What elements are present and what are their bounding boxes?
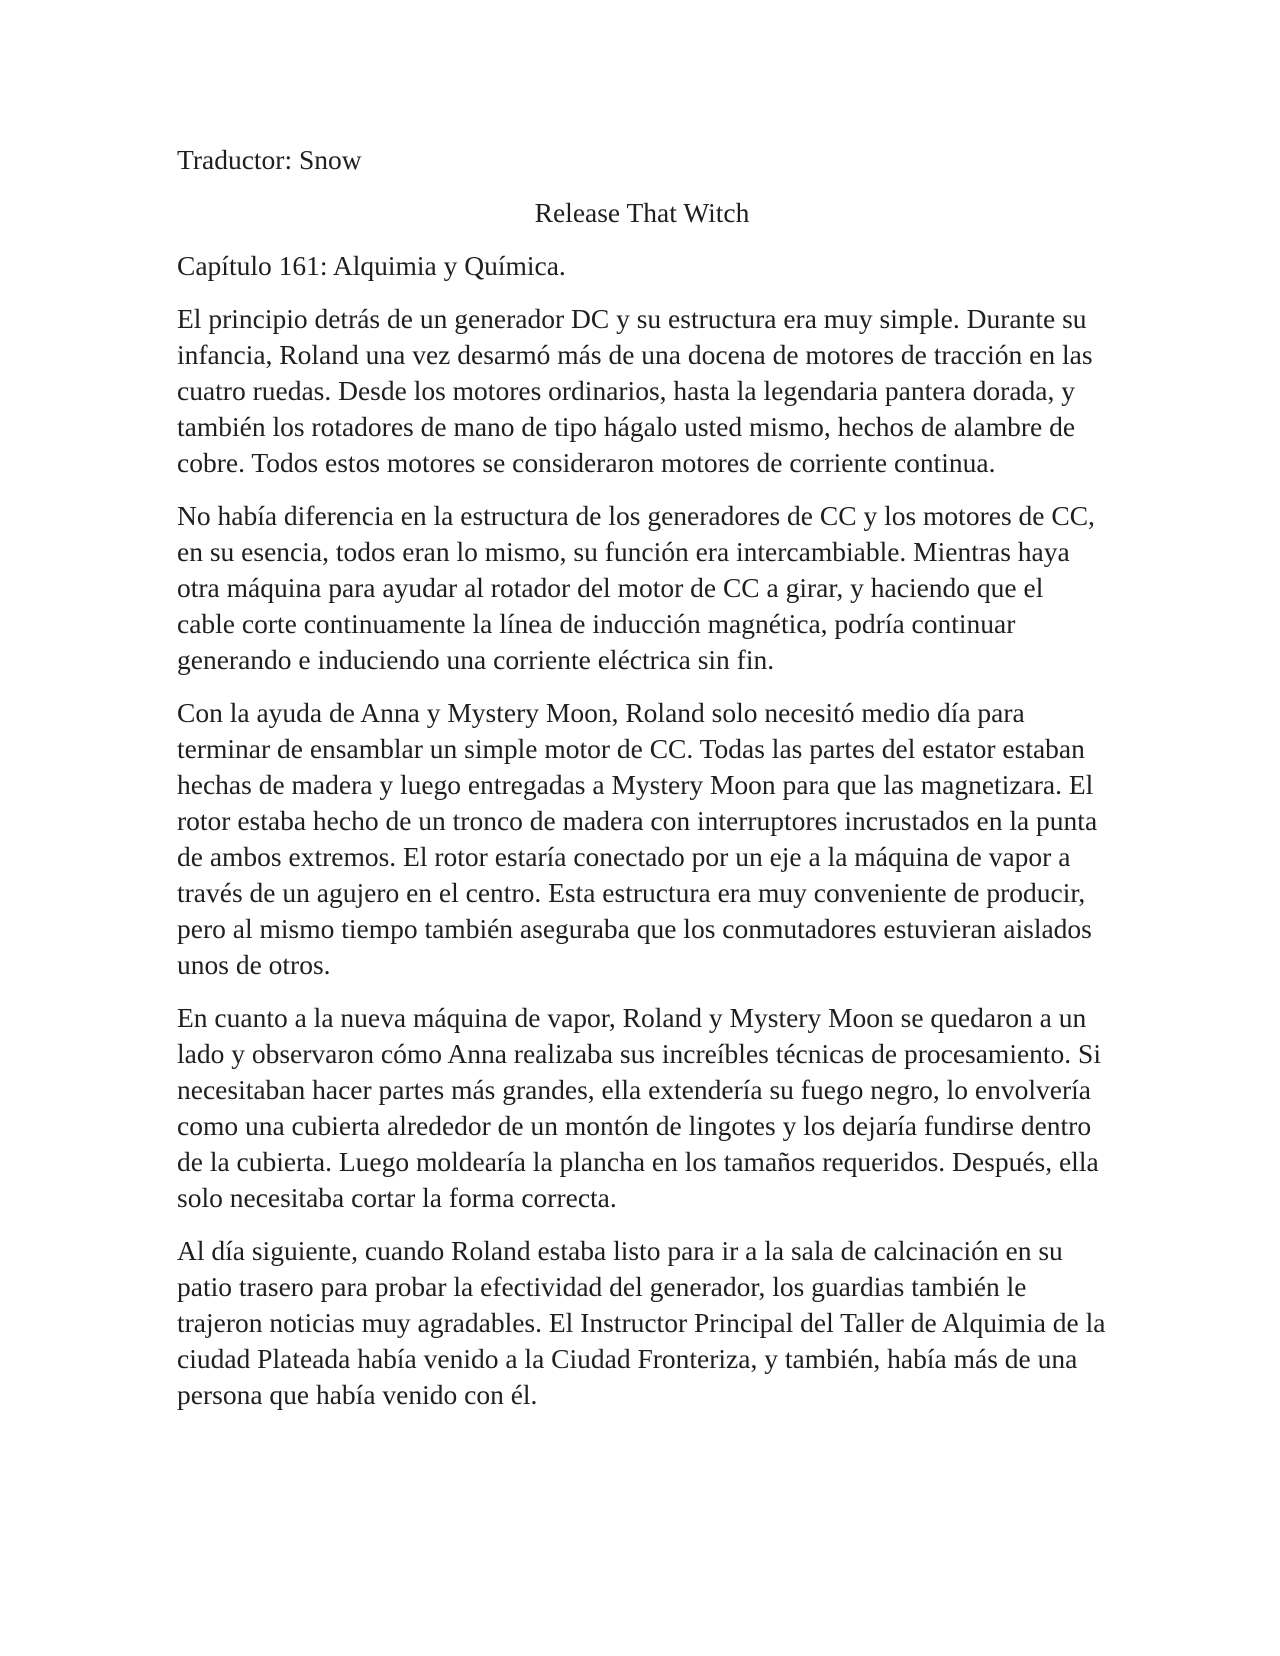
book-title: Release That Witch (534, 197, 750, 228)
paragraph-5: Al día siguiente, cuando Roland estaba listo para ir a la sala de calcinación en su patio trasero para probar la efectividad del generador, los guardias también le trajeron noticias muy agradables. El Instructor Principal del Taller de Alquimia de la ciudad Plateada había venido a la Ciudad Fronteriza, y también, había más de una persona que había venido con él. (177, 1235, 1106, 1410)
document-body (177, 142, 1107, 1430)
paragraph-2: No había diferencia en la estructura de los generadores de CC y los motores de CC, en su esencia, todos eran lo mismo, su función era intercambiable. Mientras haya otra máquina para ayudar al rotador del motor de CC a girar, y haciendo que el cable corte continuamente la línea de inducción magnética, podría continuar generando e induciendo una corriente eléctrica sin fin. (177, 500, 1095, 675)
paragraph-1: El principio detrás de un generador DC y su estructura era muy simple. Durante su infancia, Roland una vez desarmó más de una docena de motores de tracción en las cuatro ruedas. Desde los motores ordinarios, hasta la legendaria pantera dorada, y también los rotadores de mano de tipo hágalo usted mismo, hechos de alambre de cobre. Todos estos motores se consideraron motores de corriente continua. (177, 303, 1093, 478)
paragraph-4: En cuanto a la nueva máquina de vapor, Roland y Mystery Moon se quedaron a un lado y observaron cómo Anna realizaba sus increíbles técnicas de procesamiento. Si necesitaban hacer partes más grandes, ella extendería su fuego negro, lo envolvería como una cubierta alrededor de un montón de lingotes y los dejaría fundirse dentro de la cubierta. Luego moldearía la plancha en los tamaños requeridos. Después, ella solo necesitaba cortar la forma correcta. (177, 1002, 1101, 1213)
paragraph-3: Con la ayuda de Anna y Mystery Moon, Roland solo necesitó medio día para terminar de ensamblar un simple motor de CC. Todas las partes del estator estaban hechas de madera y luego entregadas a Mystery Moon para que las magnetizara. El rotor estaba hecho de un tronco de madera con interruptores incrustados en la punta de ambos extremos. El rotor estaría conectado por un eje a la máquina de vapor a través de un agujero en el centro. Esta estructura era muy conveniente de producir, pero al mismo tiempo también aseguraba que los conmutadores estuvieran aislados unos de otros. (177, 697, 1098, 980)
chapter-heading: Capítulo 161: Alquimia y Química. (177, 250, 566, 281)
translator-credit: Traductor: Snow (177, 144, 362, 175)
